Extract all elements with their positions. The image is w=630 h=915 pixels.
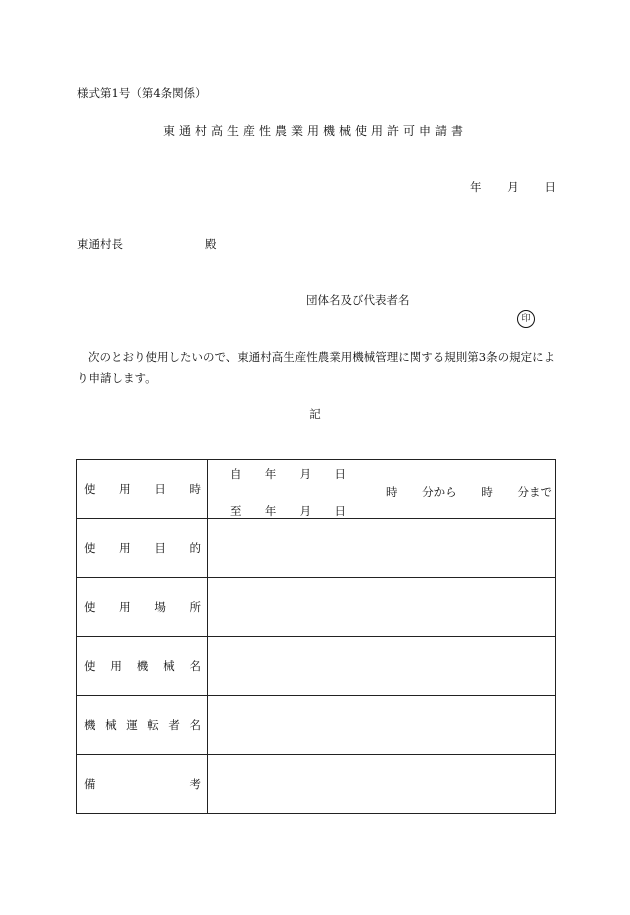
- time-range-line: 時 分から 時 分まで: [386, 485, 552, 499]
- table-row: [77, 755, 556, 814]
- table-row: [77, 637, 556, 696]
- row-label-remarks: 備 考: [77, 755, 208, 814]
- document-title: 東通村高生産性農業用機械使用許可申請書: [162, 124, 467, 138]
- row-label-operator-name: 機 械 運 転 者 名: [77, 696, 208, 755]
- machine-name-field[interactable]: [208, 637, 556, 696]
- location-field[interactable]: [208, 578, 556, 637]
- month-label: 月: [507, 180, 519, 194]
- year-label: 年: [470, 180, 482, 194]
- honorific: 殿: [205, 237, 217, 251]
- remarks-field[interactable]: [208, 755, 556, 814]
- row-label-machine-name: 使 用 機 械 名: [77, 637, 208, 696]
- table-row: [77, 578, 556, 637]
- form-number: 様式第1号（第4条関係）: [77, 86, 207, 100]
- group-representative-label: 団体名及び代表者名: [306, 293, 410, 307]
- ki-heading: 記: [309, 407, 321, 421]
- application-date-line: [470, 179, 556, 195]
- row-label-location: 使 用 場 所: [77, 578, 208, 637]
- day-label: 日: [544, 180, 556, 194]
- application-statement: 次のとおり使用したいので、東通村高生産性農業用機械管理に関する規則第3条の規定により申請します。: [77, 350, 556, 385]
- usage-datetime-field[interactable]: [208, 460, 556, 519]
- seal-icon: 印: [517, 310, 535, 328]
- application-table: [76, 459, 556, 814]
- row-label-usage-datetime: 使 用 日 時: [77, 460, 208, 519]
- purpose-field[interactable]: [208, 519, 556, 578]
- date-to-line: 至 年 月 日: [230, 504, 346, 518]
- table-row: [77, 696, 556, 755]
- row-label-purpose: 使 用 目 的: [77, 519, 208, 578]
- date-from-line: 自 年 月 日: [230, 467, 346, 481]
- table-row: [77, 460, 556, 519]
- operator-name-field[interactable]: [208, 696, 556, 755]
- addressee: 東通村長: [77, 237, 123, 251]
- table-row: [77, 519, 556, 578]
